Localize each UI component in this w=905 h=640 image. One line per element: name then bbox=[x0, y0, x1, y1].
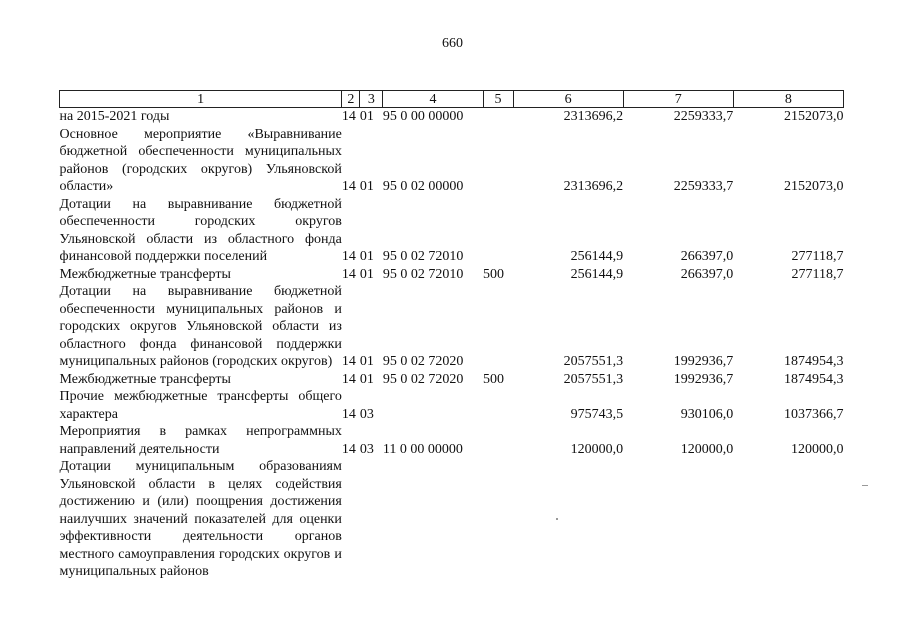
budget-table bbox=[59, 90, 844, 581]
row-pr: 03 bbox=[359, 406, 374, 422]
scan-speck bbox=[862, 485, 868, 486]
row-name: на 2015-2021 годы bbox=[59, 109, 170, 124]
row-year2: 120000,0 bbox=[680, 441, 734, 457]
row-vr: 500 bbox=[483, 266, 505, 282]
row-year3: 2152073,0 bbox=[784, 109, 844, 124]
row-csr: 95 0 02 72020 bbox=[382, 371, 464, 387]
row-pr: 01 bbox=[359, 371, 374, 387]
table-row bbox=[60, 458, 844, 581]
table-header-row bbox=[60, 91, 844, 108]
header-cell: 8 bbox=[733, 91, 843, 108]
header-cell: 5 bbox=[483, 91, 513, 108]
header-cell: 4 bbox=[383, 91, 483, 108]
row-year2: 266397,0 bbox=[680, 249, 734, 264]
row-name: Мероприятия в рамках непрограммных направлений деятельности bbox=[59, 424, 342, 457]
row-vr bbox=[483, 126, 513, 196]
row-vr bbox=[483, 108, 513, 126]
row-year3: 277118,7 bbox=[791, 249, 844, 264]
row-year1: 2057551,3 bbox=[563, 354, 624, 369]
row-name: Межбюджетные трансферты bbox=[59, 266, 231, 282]
row-csr: 11 0 00 00000 bbox=[382, 441, 463, 457]
row-vr bbox=[483, 458, 513, 581]
row-pr: 01 bbox=[359, 249, 374, 264]
row-csr bbox=[383, 458, 483, 581]
header-cell: 1 bbox=[60, 91, 342, 108]
row-pr: 01 bbox=[359, 179, 374, 194]
row-csr: 95 0 02 00000 bbox=[382, 179, 464, 194]
header-cell: 6 bbox=[513, 91, 623, 108]
row-rz: 14 bbox=[341, 441, 356, 457]
row-year3: 2152073,0 bbox=[784, 179, 844, 194]
row-year1: 256144,9 bbox=[570, 249, 624, 264]
table-row bbox=[60, 388, 844, 423]
row-csr bbox=[383, 388, 483, 423]
row-rz: 14 bbox=[341, 249, 356, 264]
row-vr bbox=[483, 423, 513, 458]
row-year1: 2313696,2 bbox=[563, 109, 624, 124]
row-name: Прочие межбюджетные трансферты общего характера bbox=[59, 389, 342, 422]
row-csr: 95 0 02 72010 bbox=[382, 266, 464, 282]
table-row bbox=[60, 126, 844, 196]
row-year2: 266397,0 bbox=[680, 266, 734, 282]
row-rz bbox=[342, 458, 360, 581]
row-year1: 2057551,3 bbox=[563, 371, 624, 387]
row-pr: 01 bbox=[359, 266, 374, 282]
row-pr: 03 bbox=[359, 441, 374, 457]
row-pr bbox=[360, 458, 383, 581]
row-year2 bbox=[623, 458, 733, 581]
row-pr: 01 bbox=[359, 109, 374, 124]
row-year1: 256144,9 bbox=[570, 266, 624, 282]
table-row bbox=[60, 371, 844, 389]
row-rz: 14 bbox=[341, 406, 356, 422]
row-year3: 277118,7 bbox=[791, 266, 844, 282]
row-rz: 14 bbox=[341, 266, 356, 282]
row-name: Дотации на выравнивание бюджетной обеспеченности муниципальных районов и городских округов Ульяновской области из областного фонда финансовой поддержки муниципальных районов (городских округов) bbox=[59, 284, 342, 369]
row-year2: 1992936,7 bbox=[673, 354, 734, 369]
row-year2: 2259333,7 bbox=[673, 179, 734, 194]
row-name: Основное мероприятие «Выравнивание бюджетной обеспеченности муниципальных районов (городских округов) Ульяновской области» bbox=[59, 126, 342, 194]
header-cell: 2 bbox=[342, 91, 360, 108]
table-row bbox=[60, 423, 844, 458]
row-year1: 975743,5 bbox=[570, 406, 624, 422]
row-name: Дотации на выравнивание бюджетной обеспеченности городских округов Ульяновской области из областного фонда финансовой поддержки поселений bbox=[59, 196, 342, 264]
row-rz: 14 bbox=[341, 109, 356, 124]
row-year3: 1037366,7 bbox=[784, 406, 844, 422]
row-csr: 95 0 02 72010 bbox=[382, 249, 464, 264]
row-vr bbox=[483, 283, 513, 371]
scan-speck bbox=[556, 518, 558, 520]
table-row bbox=[60, 108, 844, 126]
row-year2: 2259333,7 bbox=[673, 109, 734, 124]
row-csr: 95 0 00 00000 bbox=[382, 109, 464, 124]
page-number: 660 bbox=[442, 36, 463, 51]
row-vr bbox=[483, 388, 513, 423]
row-pr: 01 bbox=[359, 354, 374, 369]
row-year1: 2313696,2 bbox=[563, 179, 624, 194]
row-year3: 1874954,3 bbox=[784, 371, 844, 387]
row-year2: 930106,0 bbox=[680, 406, 734, 422]
row-csr: 95 0 02 72020 bbox=[382, 354, 464, 369]
row-name: Межбюджетные трансферты bbox=[59, 371, 231, 387]
header-cell: 3 bbox=[360, 91, 383, 108]
row-year3 bbox=[733, 458, 843, 581]
row-year1 bbox=[513, 458, 623, 581]
row-rz: 14 bbox=[341, 179, 356, 194]
row-vr bbox=[483, 196, 513, 266]
row-year2: 1992936,7 bbox=[673, 371, 734, 387]
table-row bbox=[60, 266, 844, 284]
row-year1: 120000,0 bbox=[570, 441, 624, 457]
row-name: Дотации муниципальным образованиям Ульяновской области в целях содействия достижению и (или) поощрения достижения наилучших значений показателей для оценки эффективности деятельности органов местного самоуправления городских округов и муниципальных районов bbox=[59, 459, 342, 579]
row-rz: 14 bbox=[341, 354, 356, 369]
row-vr: 500 bbox=[483, 371, 505, 387]
table-row bbox=[60, 196, 844, 266]
row-year3: 120000,0 bbox=[791, 441, 844, 457]
row-rz: 14 bbox=[341, 371, 356, 387]
row-year3: 1874954,3 bbox=[784, 354, 844, 369]
table-row bbox=[60, 283, 844, 371]
header-cell: 7 bbox=[623, 91, 733, 108]
